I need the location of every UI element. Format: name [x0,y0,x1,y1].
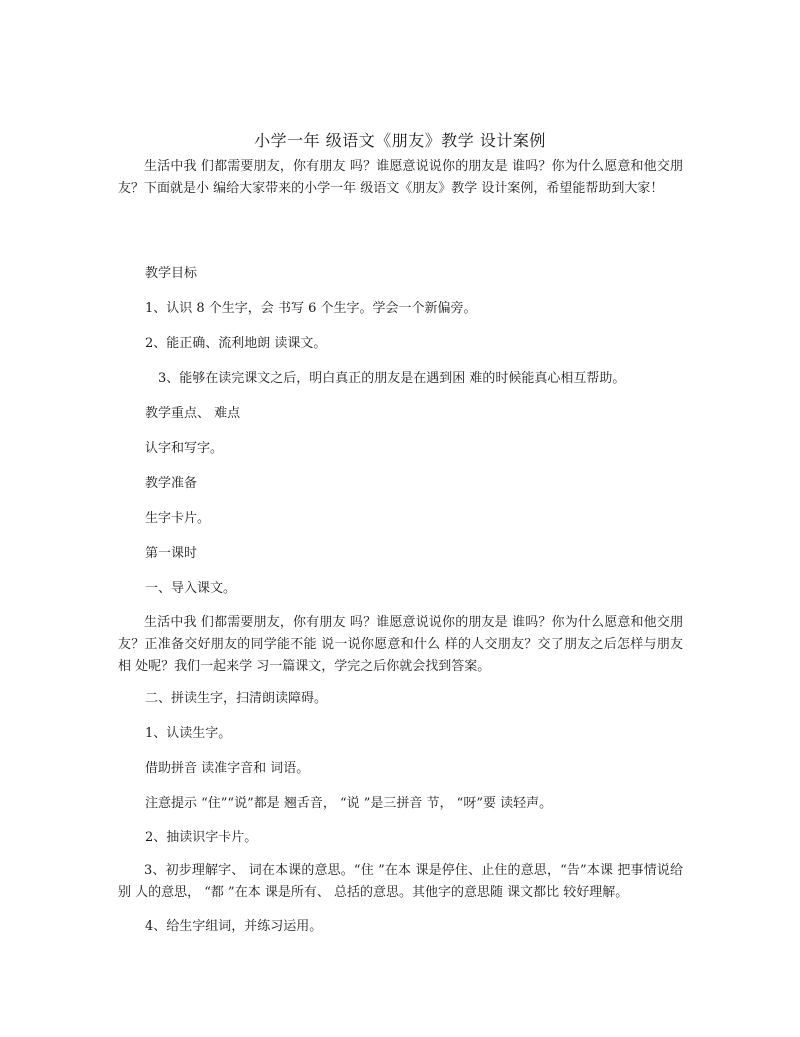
step-2-item-4: 4、给生字组词，并练习运用。 [145,919,323,934]
step-2-item-2: 2、抽读识字卡片。 [145,830,258,845]
goal-item-2: 2、能正确、流利地朗 读课文。 [145,336,327,351]
goal-item-3: 3、能够在读完课文之后，明白真正的朋友是在遇到困 难的时候能真心相互帮助。 [158,371,626,386]
step-1-paragraph: 生活中我 们都需要朋友，你有朋友 吗？谁愿意说说你的朋友是 谁吗？你为什么愿意和他交朋友？正准备交好朋友的同学能不能 说一说你愿意和什么 样的人交朋友？交了朋友之后怎样与朋友相 处呢？我们一起来学 习一篇课文，学完之后你就会找到答案。 [118,615,683,674]
intro-paragraph: 生活中我 们都需要朋友，你有朋友 吗？谁愿意说说你的朋友是 谁吗？你为什么愿意和他交朋友？下面就是小 编给大家带来的小学一年 级语文《朋友》教学 设计案例，希望能帮助到大家！ [118,159,683,196]
step-1-heading: 一、导入课文。 [145,581,237,596]
lesson-heading: 第一课时 [145,546,198,561]
focus-heading: 教学重点、 难点 [145,406,241,421]
prep-heading: 教学准备 [145,476,198,491]
step-2-heading: 二、拼读生字，扫清朗读障碍。 [145,691,328,706]
step-2-item-3: 3、初步理解字、 词在本课的意思。“住 ”在本 课是停住、止住的意思，“告”本课 把事情说给别 人的意思， “都 ”在本 课是所有、 总括的意思。其他字的意思随 课文都比 较好理解。 [118,863,683,900]
document-title: 小学一年 级语文《朋友》教学 设计案例 [254,131,546,150]
goal-item-1: 1、认识 8 个生字，会 书写 6 个生字。学会一个新偏旁。 [145,301,477,316]
focus-text: 认字和写字。 [145,441,224,456]
step-2-item-1-a: 借助拼音 读准字音和 词语。 [145,761,310,776]
prep-text: 生字卡片。 [145,511,211,526]
step-2-item-1-b: 注意提示 “住”“说”都是 翘舌音， “说 ”是三拼音 节， “呀”要 读轻声。 [145,796,553,811]
step-2-item-1: 1、认读生字。 [145,726,232,741]
goals-heading: 教学目标 [145,266,198,281]
